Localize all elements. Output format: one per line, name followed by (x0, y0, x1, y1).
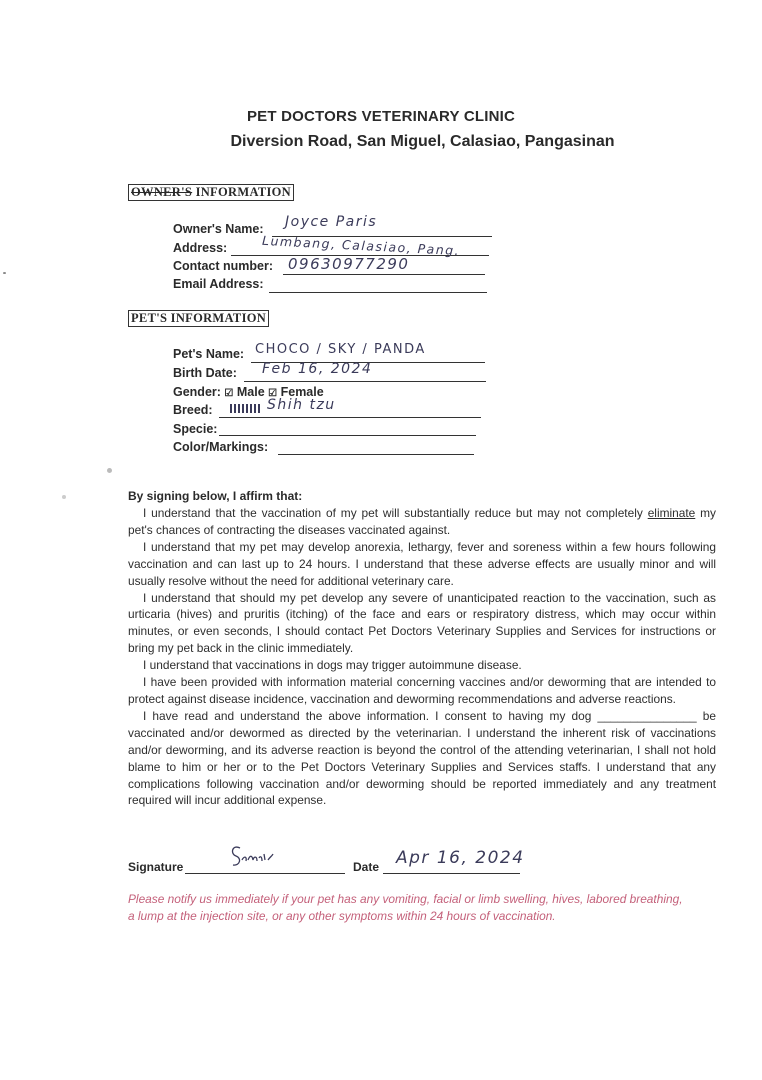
clinic-address: Diversion Road, San Miguel, Calasiao, Pangasinan (230, 133, 615, 150)
address-label: Address: (173, 241, 228, 255)
signature-label: Signature (128, 860, 184, 874)
consent-p1-part-b: my pet's chances of contracting the diseases vaccinated against. (128, 506, 717, 537)
female-option-label: Female (280, 385, 324, 399)
address-value: Lumbang, Calasiao, Pang. (261, 232, 461, 259)
pet-section-title: PET'S INFORMATION (128, 310, 269, 327)
specie-label: Specie: (173, 422, 218, 436)
consent-text (128, 505, 716, 809)
color-markings-field[interactable] (278, 438, 474, 455)
consent-paragraph-5: I have been provided with information material concerning vaccines and/or deworming that are intended to protect against disease incidence, vaccination and deworming recommendations and adverse reactions. (128, 675, 716, 706)
handwritten-signature (228, 842, 274, 872)
date-value: Apr 16, 2024 (396, 848, 525, 868)
color-markings-label: Color/Markings: (173, 440, 269, 454)
breed-label: Breed: (173, 403, 213, 417)
consent-paragraph-6: I have read and understand the above information. I consent to having my dog _______________ be vaccinated and/or dewormed as directed by the veterinarian. I understand the inherent risk of vaccinations and/or deworming, and its adverse reaction is beyond the control of the attending veterinarian, I shall not hold blame to him or her or to the Pet Doctors Veterinary Supplies and Services staffs. I understand that any complications following vaccination and/or deworming should be reported immediately and any treatment required will incur additional expense. (128, 708, 716, 808)
scribbled-out-text (230, 404, 262, 413)
consent-paragraph-2: I understand that my pet may develop anorexia, lethargy, fever and soreness within a few hours following vaccination and can last up to 24 hours. I understand that these adverse effects are usually minor and will usually resolve without the need for additional veterinary care. (128, 539, 716, 588)
affirm-heading: By signing below, I affirm that: (128, 489, 303, 503)
eliminate-underlined: eliminate (647, 506, 696, 520)
male-option-label: Male (236, 385, 265, 399)
clinic-name: PET DOCTORS VETERINARY CLINIC (246, 108, 516, 125)
owner-name-label: Owner's Name: (173, 222, 264, 236)
email-address-field[interactable] (269, 276, 487, 293)
scan-speck (3, 272, 6, 274)
pet-name-value: CHOCO / SKY / PANDA (255, 342, 426, 357)
birth-date-label: Birth Date: (173, 366, 237, 380)
owner-section-title-struck: OWNER'S (131, 185, 193, 199)
post-vaccination-notice: Please notify us immediately if your pet has any vomiting, facial or limb swelling, hives, labored breathing, a lump at the injection site, or any other symptoms within 24 hours of vaccination. (128, 892, 683, 923)
owner-section-title (128, 184, 294, 201)
contact-number-value: 09630977290 (288, 255, 410, 273)
date-label: Date (353, 860, 380, 874)
owner-section-title-rest: INFORMATION (192, 185, 291, 199)
specie-field[interactable] (219, 419, 476, 436)
consent-paragraph-3: I understand that should my pet develop any severe of unanticipated reaction to the vaccination, such as urticaria (hives) and pruritis (itching) of the face and ears or respiratory distress, which may occur within minutes, or even seconds, I should contact Pet Doctors Veterinary Supplies and Services for instructions or bring my pet back in the clinic immediately. (128, 590, 716, 656)
birth-date-value: Feb 16, 2024 (262, 361, 373, 377)
scan-speck (62, 495, 66, 499)
contact-number-label: Contact number: (173, 259, 273, 273)
pet-name-label: Pet's Name: (173, 347, 245, 361)
scan-speck (107, 468, 112, 473)
consent-paragraph-1 (128, 505, 716, 539)
gender-label: Gender: (173, 385, 221, 399)
consent-paragraph-4: I understand that vaccinations in dogs may trigger autoimmune disease. (143, 658, 522, 673)
consent-p1-part-a: I understand that the vaccination of my pet will substantially reduce but may not completely (143, 506, 648, 520)
email-address-label: Email Address: (173, 277, 264, 291)
female-checkbox[interactable]: ☑ (268, 388, 278, 399)
owner-name-value: Joyce Paris (285, 214, 378, 230)
male-checkbox[interactable]: ☑ (224, 388, 234, 399)
breed-value: Shih tzu (267, 397, 336, 413)
